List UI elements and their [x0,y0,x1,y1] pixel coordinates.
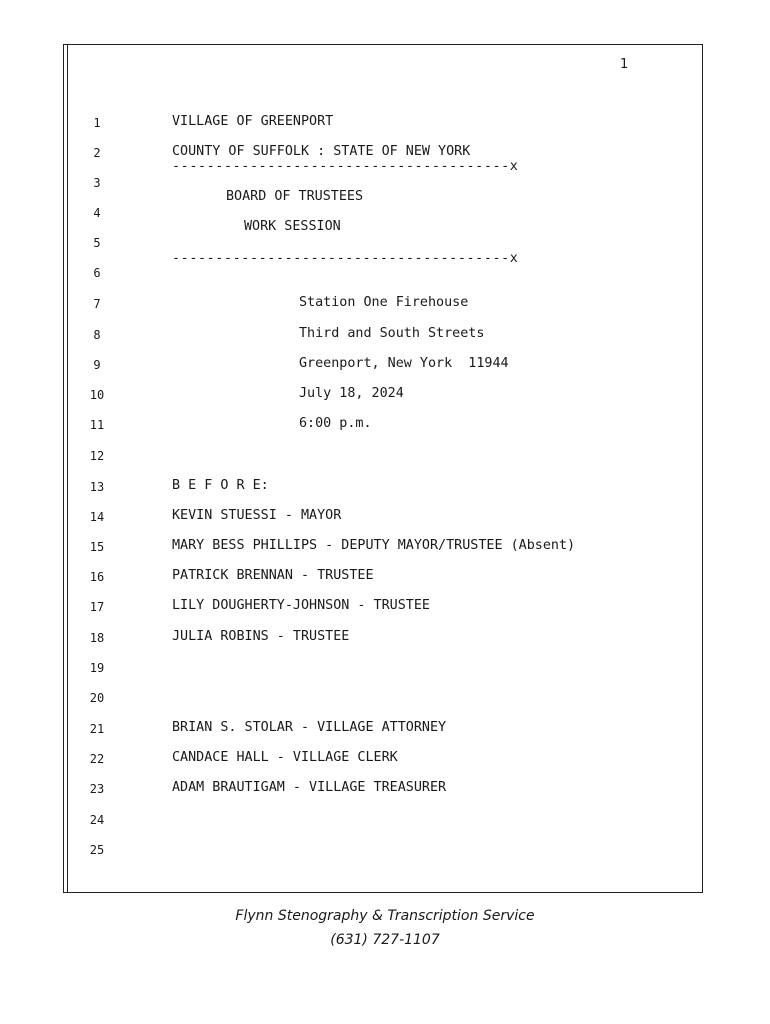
line-number: 10 [89,388,105,402]
line-number: 12 [89,449,105,463]
board-member: JULIA ROBINS - TRUSTEE [172,629,350,644]
page-number: 1 [620,57,629,72]
location-street: Third and South Streets [299,326,485,341]
line-number: 14 [89,510,105,524]
session-date: July 18, 2024 [299,386,404,401]
line-number: 6 [93,266,101,280]
caption-session: WORK SESSION [244,219,341,234]
line-number: 2 [93,146,101,160]
board-member: LILY DOUGHERTY-JOHNSON - TRUSTEE [172,598,430,613]
line-number: 13 [89,480,105,494]
staff-member: ADAM BRAUTIGAM - VILLAGE TREASURER [172,780,447,795]
line-number: 9 [93,358,101,372]
caption-village: VILLAGE OF GREENPORT [172,114,334,129]
line-number: 24 [89,813,105,827]
line-number: 22 [89,752,105,766]
line-number: 18 [89,631,105,645]
location-place: Station One Firehouse [299,295,469,310]
line-number: 20 [89,691,105,705]
line-number: 1 [93,116,101,130]
board-member: PATRICK BRENNAN - TRUSTEE [172,568,374,583]
caption-board: BOARD OF TRUSTEES [226,189,364,204]
line-number: 23 [89,782,105,796]
line-number: 7 [93,297,101,311]
caption-divider-top: ---------------------------------------x [172,159,519,174]
line-number: 3 [93,176,101,190]
line-number: 17 [89,600,105,614]
line-number: 8 [93,328,101,342]
line-number: 4 [93,206,101,220]
line-number: 16 [89,570,105,584]
line-number: 15 [89,540,105,554]
line-number: 25 [89,843,105,857]
location-city: Greenport, New York 11944 [299,356,509,371]
footer-company: Flynn Stenography & Transcription Service [235,908,535,924]
caption-county-state: COUNTY OF SUFFOLK : STATE OF NEW YORK [172,144,471,159]
line-number: 11 [89,418,105,432]
line-number: 19 [89,661,105,675]
staff-member: BRIAN S. STOLAR - VILLAGE ATTORNEY [172,720,447,735]
session-time: 6:00 p.m. [299,416,372,431]
line-number: 21 [89,722,105,736]
staff-member: CANDACE HALL - VILLAGE CLERK [172,750,398,765]
board-member: MARY BESS PHILLIPS - DEPUTY MAYOR/TRUSTEE (Absent) [172,538,576,553]
footer-phone: (631) 727-1107 [330,932,440,948]
caption-divider-bottom: ---------------------------------------x [172,251,519,266]
board-member: KEVIN STUESSI - MAYOR [172,508,342,523]
before-label: B E F O R E: [172,478,269,493]
line-number: 5 [93,236,101,250]
